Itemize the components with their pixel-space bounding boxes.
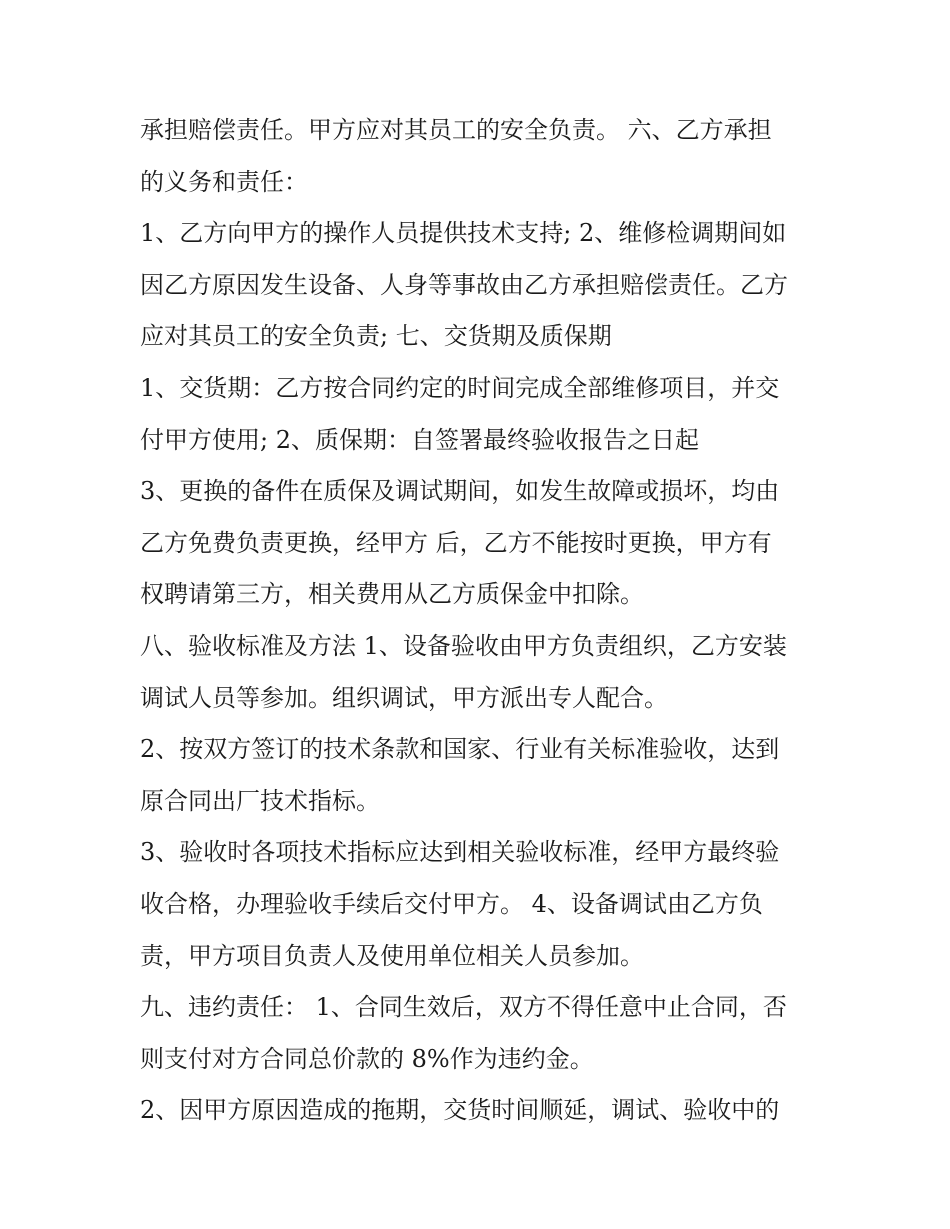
text-line: 3、验收时各项技术指标应达到相关验收标准，经甲方最终验 — [140, 838, 780, 867]
text-line: 调试人员等参加。组织调试，甲方派出专人配合。 — [140, 683, 668, 712]
text-line: 承担赔偿责任。甲方应对其员工的安全负责。 六、乙方承担 — [140, 116, 772, 144]
text-line: 权聘请第三方，相关费用从乙方质保金中扣除。 — [140, 580, 644, 609]
text-line: 应对其员工的安全负责; 七、交货期及质保期 — [140, 322, 612, 351]
text-line: 则支付对方合同总价款的 8%作为违约金。 — [140, 1044, 594, 1073]
text-line: 1、乙方向甲方的操作人员提供技术支持; 2、维修检调期间如 — [140, 219, 787, 248]
text-line: 3、更换的备件在质保及调试期间，如发生故障或损坏，均由 — [140, 477, 780, 506]
text-line: 责，甲方项目负责人及使用单位相关人员参加。 — [140, 941, 644, 970]
contract-text — [140, 108, 820, 1140]
text-line: 原合同出厂技术指标。 — [140, 786, 380, 815]
text-line: 1、交货期：乙方按合同约定的时间完成全部维修项目，并交 — [140, 373, 780, 402]
text-line: 的义务和责任： — [140, 167, 308, 196]
text-line: 收合格，办理验收手续后交付甲方。 4、设备调试由乙方负 — [140, 889, 763, 918]
text-line: 乙方免费负责更换，经甲方 后，乙方不能按时更换，甲方有 — [140, 528, 772, 557]
text-line: 九、违约责任： 1、合同生效后，双方不得任意中止合同，否 — [140, 993, 787, 1022]
text-line: 八、验收标准及方法 1、设备验收由甲方负责组织，乙方安装 — [140, 631, 787, 660]
text-line: 2、按双方签订的技术条款和国家、行业有关标准验收，达到 — [140, 735, 780, 764]
text-line: 因乙方原因发生设备、人身等事故由乙方承担赔偿责任。乙方 — [140, 270, 788, 299]
text-line: 付甲方使用; 2、质保期：自签署最终验收报告之日起 — [140, 425, 699, 454]
text-line: 2、因甲方原因造成的拖期，交货时间顺延，调试、验收中的 — [140, 1096, 780, 1125]
